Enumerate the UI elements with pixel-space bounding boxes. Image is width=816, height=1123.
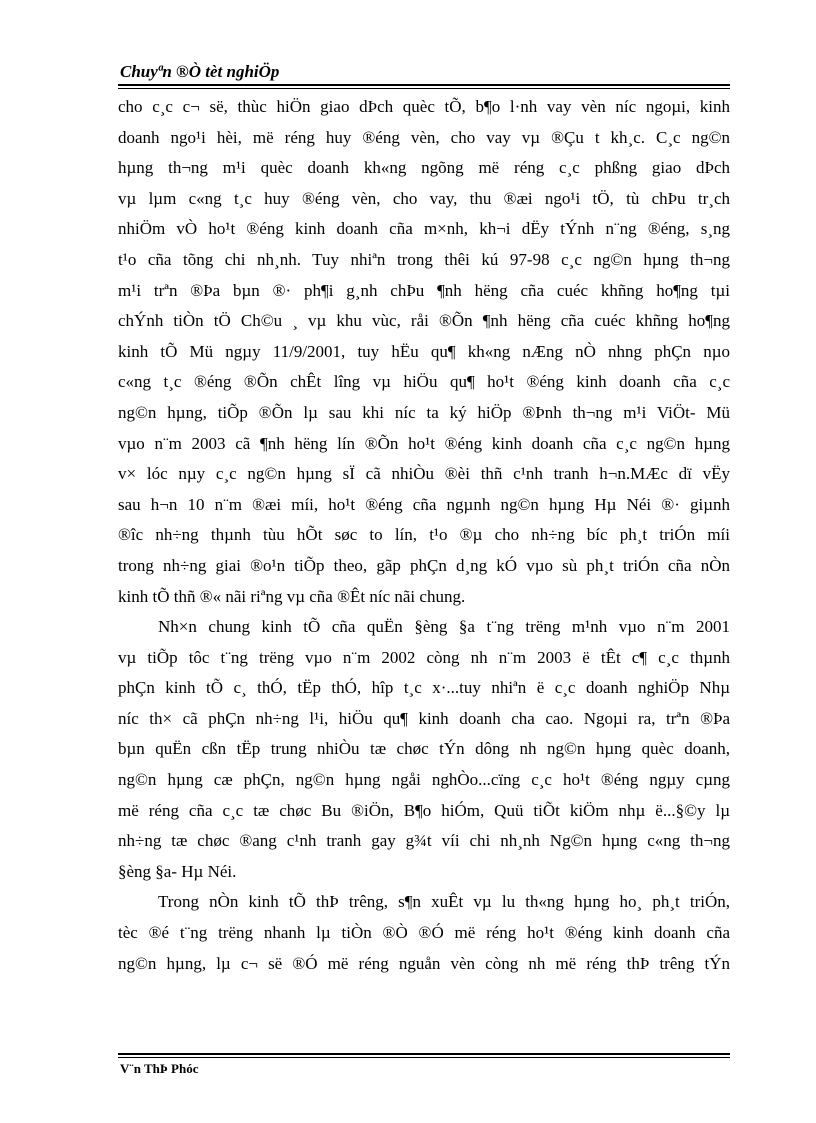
text-line: c«ng t¸c ®éng ®Õn chÊt lîng vµ hiÖu qu¶ ho¹t ®éng kinh doanh cña c¸c (118, 372, 730, 392)
text-line: t¹o cña tõng chi nh¸nh. Tuy nhiªn trong thêi kú 97-98 c¸c ng©n hµng th¬ng (118, 249, 730, 269)
text-line: kinh tÕ thñ ®« nãi riªng vµ cña ®Êt níc nãi chung. (118, 586, 466, 606)
text-line: cho c¸c c¬ së, thùc hiÖn giao dÞch quèc tÕ, b¶o l·nh vay vèn níc ngoµi, kinh (118, 97, 730, 116)
text-line: Nh×n chung kinh tÕ cña quËn §èng §a t¨ng trëng m¹nh vµo n¨m 2001 (158, 617, 730, 637)
text-line: chÝnh tiÒn tÖ Ch©u ¸ vµ khu vùc, råi ®Õn ¶nh hëng cña cuéc khñng ho¶ng (118, 311, 730, 331)
header-rule (118, 84, 730, 86)
text-line: níc th× cã phÇn nh÷ng l¹i, hiÖu qu¶ kinh doanh cha cao. Ngoµi ra, trªn ®Þa (118, 708, 730, 728)
text-line: vµ lµm c«ng t¸c huy ®éng vèn, cho vay, thu ®æi ngo¹i tÖ, tù chÞu tr¸ch (118, 188, 730, 208)
text-line: v× lóc nµy c¸c ng©n hµng sÏ cã nhiÒu ®èi thñ c¹nh tranh h¬n.MÆc dï vËy (118, 464, 730, 484)
text-line: hµng th¬ng m¹i quèc doanh kh«ng ngõng më réng c¸c phßng giao dÞch (118, 158, 730, 178)
text-line: Trong nÒn kinh tÕ thÞ trêng, s¶n xuÊt vµ lu th«ng hµng ho¸ ph¸t triÓn, (158, 892, 730, 912)
header-rule-thin (118, 88, 730, 89)
text-line: §èng §a- Hµ Néi. (118, 861, 237, 881)
body-text (118, 92, 730, 979)
text-line: nhiÖm vÒ ho¹t ®éng kinh doanh cña m×nh, kh¬i dËy tÝnh n¨ng ®éng, s¸ng (118, 219, 730, 239)
text-line: m¹i trªn ®Þa bµn ®· ph¶i g¸nh chÞu ¶nh hëng cña cuéc khñng ho¶ng tµi (118, 280, 730, 300)
text-line: sau h¬n 10 n¨m ®æi míi, ho¹t ®éng cña ngµnh ng©n hµng Hµ Néi ®· giµnh (118, 494, 730, 514)
text-line: bµn quËn cßn tËp trung nhiÒu tæ chøc tÝn dông nh ng©n hµng quèc doanh, (118, 739, 730, 759)
page-footer-author: V¨n ThÞ Phóc (120, 1061, 199, 1076)
page-header-title: Chuyªn ®Ò tèt nghiÖp (120, 62, 280, 81)
text-line: vµo n¨m 2003 cã ¶nh hëng lín ®Õn ho¹t ®éng kinh doanh cña c¸c ng©n hµng (118, 433, 730, 453)
text-line: tèc ®é t¨ng trëng nhanh lµ tiÒn ®Ò ®Ó më réng ho¹t ®éng kinh doanh cña (118, 923, 730, 943)
text-line: ®îc nh÷ng thµnh tùu hÕt søc to lín, t¹o ®µ cho nh÷ng bíc ph¸t triÓn míi (118, 525, 730, 545)
text-line: phÇn kinh tÕ c¸ thÓ, tËp thÓ, hîp t¸c x·...tuy nhiªn ë c¸c doanh nghiÖp Nhµ (118, 678, 730, 698)
text-line: ng©n hµng cæ phÇn, ng©n hµng ngåi nghÒo...cïng c¸c ho¹t ®éng ngµy cµng (118, 770, 730, 790)
footer-rule (118, 1053, 730, 1055)
text-line: doanh ngo¹i hèi, më réng huy ®éng vèn, cho vay vµ ®Çu t kh¸c. C¸c ng©n (118, 127, 730, 147)
text-line: më réng cña c¸c tæ chøc Bu ®iÖn, B¶o hiÓm, Quü tiÕt kiÖm nhµ ë...§©y lµ (118, 800, 730, 820)
text-line: kinh tÕ Mü ngµy 11/9/2001, tuy hËu qu¶ kh«ng nÆng nÒ nhng phÇn nµo (118, 341, 730, 361)
footer-rule-thin (118, 1057, 730, 1058)
text-line: nh÷ng tæ chøc ®ang c¹nh tranh gay g¾t víi chi nh¸nh Ng©n hµng c«ng th¬ng (118, 831, 730, 851)
text-line: trong nh÷ng giai ®o¹n tiÕp theo, gãp phÇn d¸ng kÓ vµo sù ph¸t triÓn cña nÒn (118, 555, 730, 575)
text-line: ng©n hµng, lµ c¬ së ®Ó më réng nguån vèn còng nh më réng thÞ trêng tÝn (118, 953, 730, 973)
text-line: vµ tiÕp tôc t¨ng trëng vµo n¨m 2002 còng nh n¨m 2003 ë tÊt c¶ c¸c thµnh (118, 647, 730, 667)
text-line: ng©n hµng, tiÕp ®Õn lµ sau khi níc ta ký hiÖp ®Þnh th¬ng m¹i ViÖt- Mü (118, 402, 730, 422)
